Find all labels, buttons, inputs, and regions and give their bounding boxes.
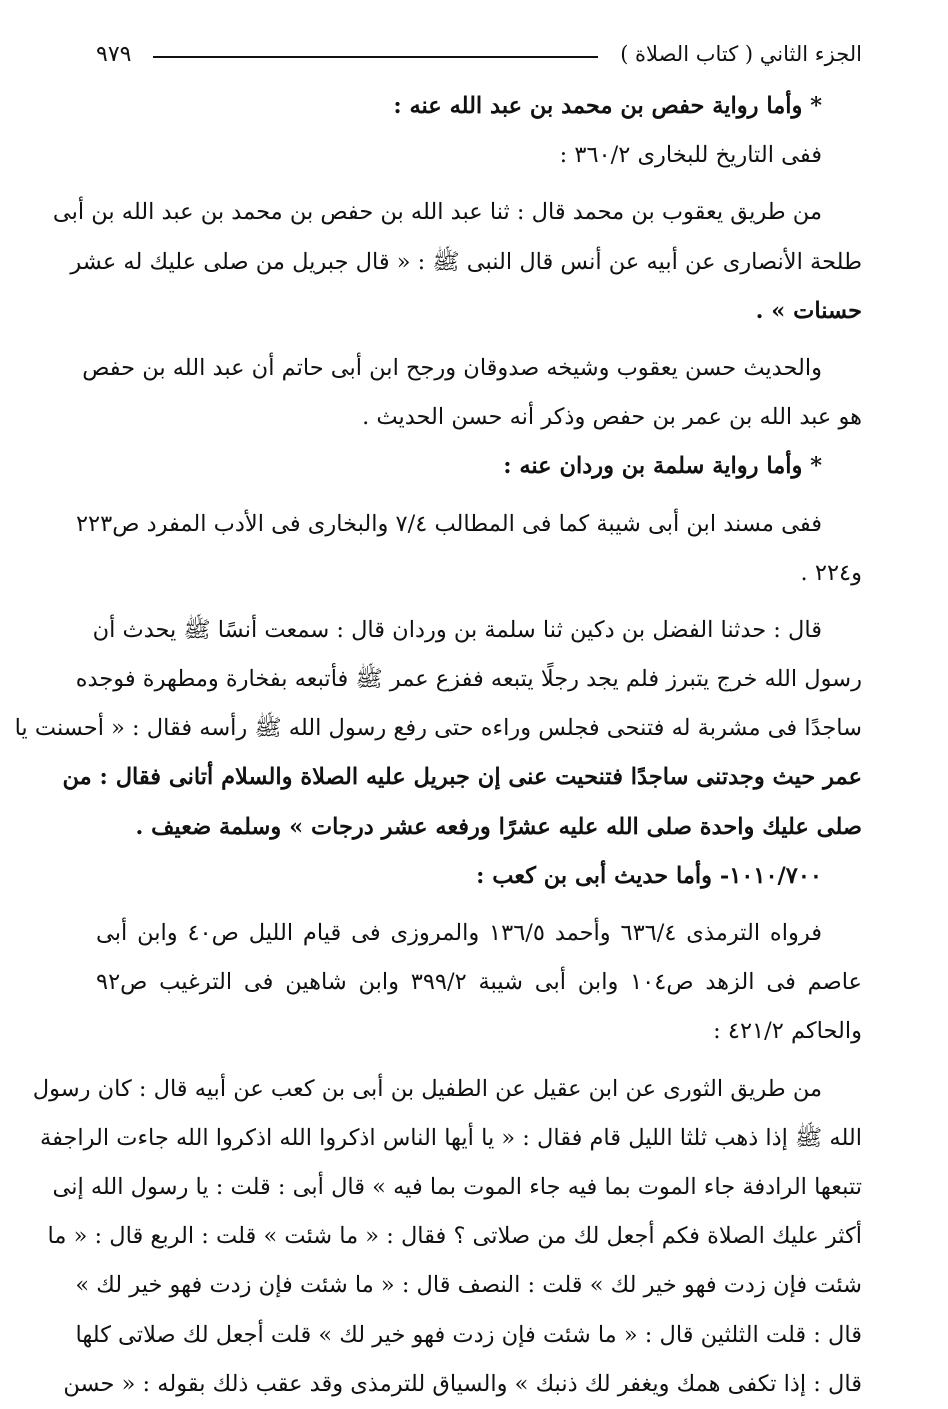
text-line: حسنات » . [755,297,862,324]
text-line: الله ﷺ إذا ذهب ثلثا الليل قام فقال : « يا أيها الناس اذكروا الله اذكروا الله جاءت الراجفة [40,1124,862,1151]
text-line: و٢٢٤ . [800,559,862,586]
text-line: قال : حدثنا الفضل بن دكين ثنا سلمة بن وردان قال : سمعت أنسًا ﷺ يحدث أن [92,616,822,643]
text-line: من طريق يعقوب بن محمد قال : ثنا عبد الله بن حفص بن محمد بن عبد الله بن أبى [52,199,822,226]
text-line: صلى عليك واحدة صلى الله عليه عشرًا ورفعه عشر درجات » وسلمة ضعيف . [135,813,862,840]
text-line: طلحة الأنصارى عن أبيه عن أنس قال النبى ﷺ : « قال جبريل من صلى عليك له عشر [70,248,862,275]
text-line: ففى مسند ابن أبى شيبة كما فى المطالب ٧/٤ والبخارى فى الأدب المفرد ص٢٢٣ [75,510,822,537]
text-line: عمر حيث وجدتنى ساجدًا فتنحيت عنى إن جبريل عليه الصلاة والسلام أتانى فقال : من [62,764,862,791]
text-line: والحاكم ٤٢١/٢ : [713,1018,862,1045]
text-line: * وأما رواية حفص بن محمد بن عبد الله عنه : [393,93,822,119]
text-line: من طريق الثورى عن ابن عقيل عن الطفيل بن أبى بن كعب عن أبيه قال : كان رسول [32,1075,822,1102]
text-line: والحديث حسن يعقوب وشيخه صدوقان ورجح ابن أبى حاتم أن عبد الله بن حفص [82,354,822,381]
text-line: أكثر عليك الصلاة فكم أجعل لك من صلاتى ؟ فقال : « ما شئت » قلت : الربع قال : « ما [47,1223,862,1250]
text-line: فرواه الترمذى ٦٣٦/٤ وأحمد ١٣٦/٥ والمروزى فى قيام الليل ص٤٠ وابن أبى [96,920,822,946]
text-line: قال : إذا تكفى همك ويغفر لك ذنبك » والسياق للترمذى وقد عقب ذلك بقوله : « حسن [63,1370,862,1397]
text-line: ساجدًا فى مشربة له فتنحى فجلس وراءه حتى رفع رسول الله ﷺ رأسه فقال : « أحسنت يا [14,715,862,742]
text-line: عاصم فى الزهد ص١٠٤ وابن أبى شيبة ٣٩٩/٢ وابن شاهين فى الترغيب ص٩٢ [96,969,862,996]
text-line: رسول الله خرج يتبرز فلم يجد رجلًا يتبعه ففزع عمر ﷺ فأتبعه بفخارة ومطهرة فوجده [75,666,862,693]
page-body [14,82,862,1409]
text-line: ١٠١٠/٧٠٠- وأما حديث أبى بن كعب : [476,862,822,889]
header-rule [153,56,598,58]
page-number: ٩٧٩ [96,41,132,67]
text-line: * وأما رواية سلمة بن وردان عنه : [503,453,822,480]
text-line: قال : قلت الثلثين قال : « ما شئت فإن زدت فهو خير لك » قلت أجعل لك صلاتى كلها [75,1321,862,1348]
text-line: هو عبد الله بن عمر بن حفص وذكر أنه حسن الحديث . [362,404,862,431]
text-line: ففى التاريخ للبخارى ٣٦٠/٢ : [559,142,822,169]
running-title: الجزء الثاني ( كتاب الصلاة ) [620,42,862,66]
text-line: شئت فإن زدت فهو خير لك » قلت : النصف قال : « ما شئت فإن زدت فهو خير لك » [75,1272,862,1299]
text-line: تتبعها الرادفة جاء الموت بما فيه جاء الموت بما فيه » قال أبى : قلت : يا رسول الله إنى [52,1173,862,1200]
page-header [96,34,862,74]
